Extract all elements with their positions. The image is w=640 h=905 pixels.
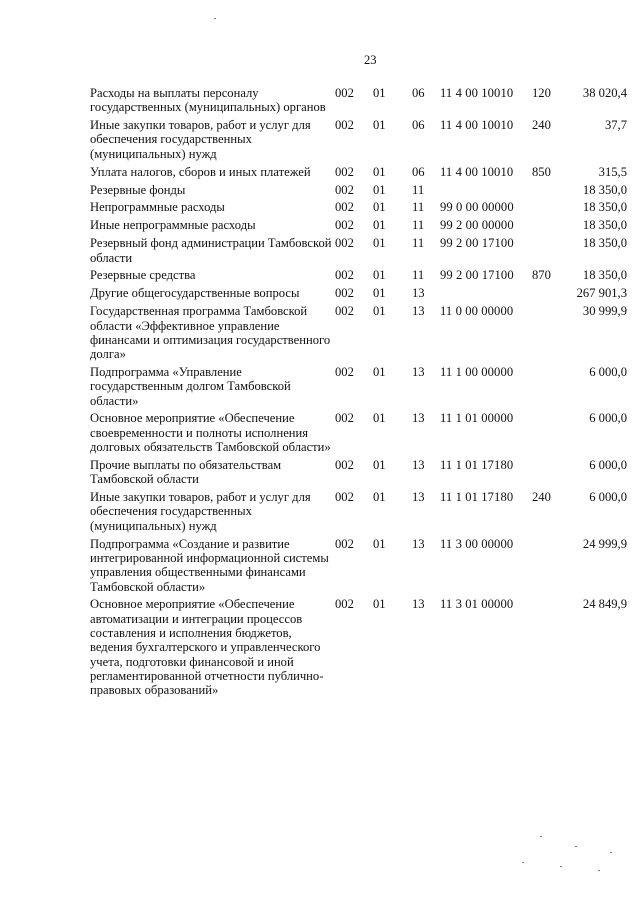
row-target-article: 99 2 00 17100	[440, 268, 514, 283]
row-section: 01	[373, 536, 386, 551]
row-expense-type	[532, 236, 562, 268]
row-section: 01	[373, 200, 386, 215]
table-row	[90, 537, 627, 598]
row-code: 002	[335, 457, 354, 472]
row-name: Подпрограмма «Управление государственным долгом Тамбовской области»	[90, 364, 291, 408]
row-expense-type	[532, 286, 562, 304]
row-target-article: 11 4 00 10010	[440, 118, 514, 133]
row-amount: 18 350,0	[582, 268, 627, 283]
row-expense-type: 240	[532, 490, 551, 505]
row-amount: 18 350,0	[582, 236, 627, 251]
row-code: 002	[335, 411, 354, 426]
row-code: 002	[335, 268, 354, 283]
budget-table	[90, 86, 627, 701]
row-section: 01	[373, 457, 386, 472]
scan-speck	[598, 870, 600, 871]
row-code: 002	[335, 200, 354, 215]
row-expense-type	[532, 200, 562, 218]
table-row	[90, 304, 627, 365]
row-target-article: 11 1 00 00000	[440, 364, 514, 379]
row-expense-type: 120	[532, 86, 551, 100]
row-name: Резервные средства	[90, 268, 196, 283]
row-subsection: 13	[412, 536, 425, 551]
row-subsection: 13	[412, 597, 425, 612]
row-section: 01	[373, 364, 386, 379]
row-name: Основное мероприятие «Обеспечение своевременности и полноты исполнения долговых обязательств Тамбовской области»	[90, 411, 331, 455]
row-name: Резервные фонды	[90, 182, 186, 197]
row-name: Иные закупки товаров, работ и услуг для обеспечения государственных (муниципальных) нужд	[90, 118, 311, 161]
row-expense-type	[532, 597, 562, 701]
row-section: 01	[373, 490, 386, 505]
row-target-article: 11 1 01 17180	[440, 457, 514, 472]
table-row	[90, 365, 627, 411]
row-target-article: 11 4 00 10010	[440, 86, 514, 100]
row-name: Резервный фонд администрации Тамбовской области	[90, 236, 332, 265]
row-name: Непрограммные расходы	[90, 200, 225, 215]
table-row	[90, 200, 627, 218]
row-amount: 267 901,3	[576, 286, 627, 301]
row-code: 002	[335, 536, 354, 551]
table-row	[90, 458, 627, 490]
row-target-article	[440, 286, 532, 304]
row-code: 002	[335, 286, 354, 301]
row-name: Иные закупки товаров, работ и услуг для обеспечения государственных (муниципальных) нужд	[90, 490, 311, 533]
row-amount: 6 000,0	[589, 411, 627, 426]
row-section: 01	[373, 86, 386, 100]
row-expense-type	[532, 411, 562, 457]
row-subsection: 13	[412, 457, 425, 472]
row-name: Прочие выплаты по обязательствам Тамбовской области	[90, 457, 282, 487]
scan-speck	[540, 836, 542, 837]
row-subsection: 13	[412, 304, 425, 319]
row-name: Основное мероприятие «Обеспечение автоматизации и интеграции процессов составления и исполнения бюджетов, ведения бухгалтерского и управленческого учета, подготовки финансовой и иной регламентированной отчетности публично-правовых образований»	[90, 597, 324, 698]
row-code: 002	[335, 236, 354, 251]
row-section: 01	[373, 411, 386, 426]
row-target-article: 11 0 00 00000	[440, 304, 514, 319]
table-row	[90, 490, 627, 536]
row-amount: 18 350,0	[582, 200, 627, 215]
table-row	[90, 118, 627, 164]
row-target-article: 11 1 01 17180	[440, 490, 514, 505]
table-row	[90, 218, 627, 236]
row-expense-type	[532, 365, 562, 411]
row-code: 002	[335, 118, 354, 133]
row-subsection: 11	[412, 218, 425, 233]
row-expense-type: 850	[532, 164, 551, 179]
row-code: 002	[335, 218, 354, 233]
row-amount: 6 000,0	[589, 457, 627, 472]
row-amount: 24 999,9	[582, 536, 627, 551]
row-subsection: 13	[412, 490, 425, 505]
row-subsection: 13	[412, 364, 425, 379]
row-amount: 38 020,4	[582, 86, 627, 100]
row-expense-type: 240	[532, 118, 551, 133]
table-row	[90, 411, 627, 457]
row-target-article: 11 1 01 00000	[440, 411, 514, 426]
row-subsection: 11	[412, 182, 425, 197]
row-section: 01	[373, 218, 386, 233]
row-expense-type	[532, 537, 562, 598]
budget-table-body	[90, 86, 627, 701]
row-target-article: 11 4 00 10010	[440, 164, 514, 179]
row-code: 002	[335, 597, 354, 612]
row-amount: 18 350,0	[582, 182, 627, 197]
row-amount: 30 999,9	[582, 304, 627, 319]
row-target-article: 11 3 01 00000	[440, 597, 514, 612]
row-name: Расходы на выплаты персоналу государственных (муниципальных) органов	[90, 86, 326, 115]
row-expense-type	[532, 304, 562, 365]
row-code: 002	[335, 86, 354, 100]
table-row	[90, 236, 627, 268]
row-amount: 315,5	[598, 164, 627, 179]
table-row	[90, 86, 627, 118]
row-expense-type	[532, 183, 562, 201]
table-row	[90, 597, 627, 701]
row-section: 01	[373, 236, 386, 251]
row-name: Подпрограмма «Создание и развитие интегрированной информационной системы управления общественными финансами Тамбовской области»	[90, 536, 329, 594]
scan-speck	[610, 852, 612, 853]
table-row	[90, 183, 627, 201]
row-amount: 18 350,0	[582, 218, 627, 233]
row-target-article	[440, 183, 532, 201]
row-section: 01	[373, 164, 386, 179]
row-code: 002	[335, 490, 354, 505]
row-code: 002	[335, 182, 354, 197]
row-target-article: 99 0 00 00000	[440, 200, 514, 215]
row-section: 01	[373, 268, 386, 283]
row-expense-type: 870	[532, 268, 551, 283]
row-section: 01	[373, 118, 386, 133]
row-section: 01	[373, 286, 386, 301]
row-subsection: 06	[412, 86, 425, 100]
scan-speck	[214, 18, 216, 19]
row-subsection: 13	[412, 411, 425, 426]
row-subsection: 06	[412, 118, 425, 133]
scan-speck	[575, 846, 577, 847]
row-target-article: 99 2 00 00000	[440, 218, 514, 233]
row-target-article: 11 3 00 00000	[440, 536, 514, 551]
row-subsection: 11	[412, 236, 425, 251]
row-subsection: 11	[412, 200, 425, 215]
page-number: 23	[364, 53, 377, 67]
row-name: Иные непрограммные расходы	[90, 218, 256, 233]
row-amount: 37,7	[604, 118, 627, 133]
row-section: 01	[373, 182, 386, 197]
row-expense-type	[532, 458, 562, 490]
row-name: Другие общегосударственные вопросы	[90, 286, 300, 301]
row-subsection: 06	[412, 164, 425, 179]
row-name: Государственная программа Тамбовской области «Эффективное управление финансами и оптимизация государственного долга»	[90, 304, 331, 362]
row-code: 002	[335, 304, 354, 319]
row-name: Уплата налогов, сборов и иных платежей	[90, 164, 311, 179]
table-row	[90, 165, 627, 183]
row-amount: 6 000,0	[589, 490, 627, 505]
row-target-article: 99 2 00 17100	[440, 236, 514, 251]
row-expense-type	[532, 218, 562, 236]
row-section: 01	[373, 304, 386, 319]
scan-speck	[522, 862, 524, 863]
table-row	[90, 268, 627, 286]
row-code: 002	[335, 364, 354, 379]
row-amount: 24 849,9	[582, 597, 627, 612]
row-code: 002	[335, 164, 354, 179]
row-subsection: 11	[412, 268, 425, 283]
scan-speck	[560, 866, 562, 867]
row-section: 01	[373, 597, 386, 612]
table-row	[90, 286, 627, 304]
row-subsection: 13	[412, 286, 425, 301]
row-amount: 6 000,0	[589, 364, 627, 379]
